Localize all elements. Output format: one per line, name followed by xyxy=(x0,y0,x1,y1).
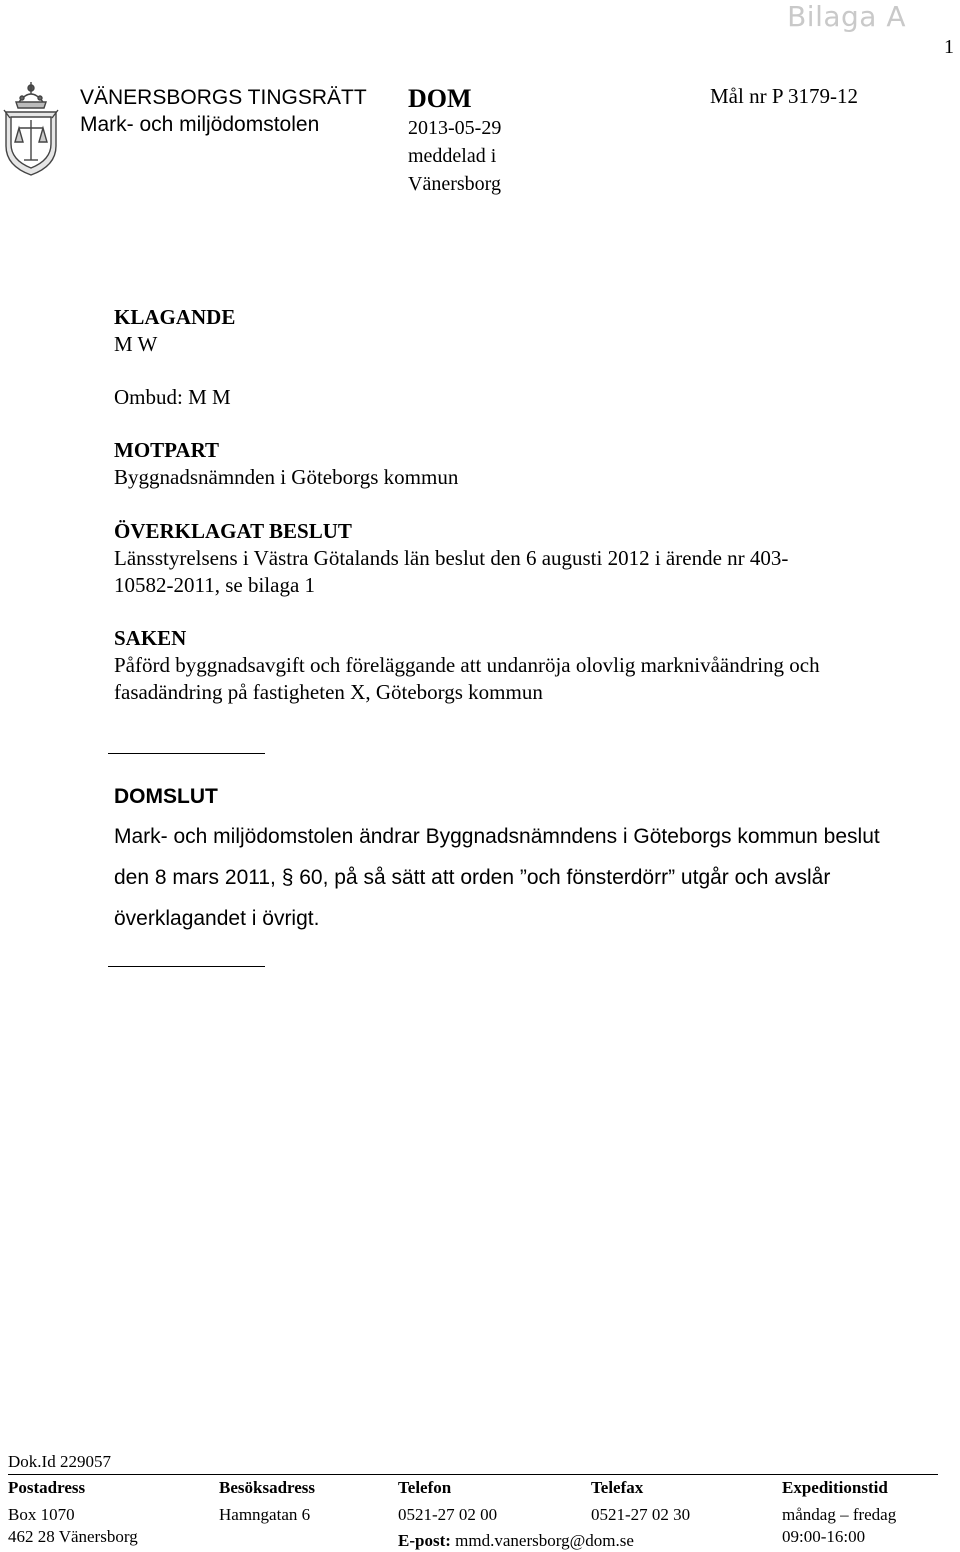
footer-expeditionstid-line-2: 09:00-16:00 xyxy=(782,1527,866,1546)
saken-label: SAKEN xyxy=(114,626,187,650)
klagande-section xyxy=(114,304,235,358)
footer-email-label: E-post: xyxy=(398,1531,451,1550)
domslut-line-3: överklagandet i övrigt. xyxy=(114,907,320,930)
court-header xyxy=(80,84,367,138)
page-number: 1 xyxy=(944,36,954,58)
footer-postadress-line-2: 462 28 Vänersborg xyxy=(8,1527,138,1546)
issued-line-2: Vänersborg xyxy=(408,173,501,195)
motpart-name: Byggnadsnämnden i Göteborgs kommun xyxy=(114,465,459,489)
klagande-name: M W xyxy=(114,332,158,356)
footer-expeditionstid-line-1: måndag – fredag xyxy=(782,1505,897,1524)
domslut-section xyxy=(114,785,904,939)
domslut-label: DOMSLUT xyxy=(114,785,218,808)
footer-telefax-line-1: 0521-27 02 30 xyxy=(591,1505,691,1524)
court-name: VÄNERSBORGS TINGSRÄTT xyxy=(80,86,367,109)
watermark-bilaga: Bilaga A xyxy=(787,0,906,33)
ombud-line: Ombud: M M xyxy=(114,385,231,409)
domslut-line-2: den 8 mars 2011, § 60, på så sätt att orden ”och fönsterdörr” utgår och avslår xyxy=(114,866,831,889)
overklagat-section xyxy=(114,518,788,599)
overklagat-line-2: 10582-2011, se bilaga 1 xyxy=(114,573,316,597)
document-date: 2013-05-29 xyxy=(408,117,502,139)
saken-line-1: Påförd byggnadsavgift och föreläggande att undanröja olovlig marknivåändring och xyxy=(114,653,820,677)
case-number: Mål nr P 3179-12 xyxy=(710,84,858,108)
court-crest-icon xyxy=(2,80,60,178)
footer-header-telefon: Telefon xyxy=(398,1478,452,1497)
overklagat-label: ÖVERKLAGAT BESLUT xyxy=(114,519,352,543)
document-header xyxy=(408,84,501,198)
footer-header-besoksadress: Besöksadress xyxy=(219,1478,316,1497)
saken-section xyxy=(114,625,820,706)
saken-line-2: fasadändring på fastigheten X, Göteborgs kommun xyxy=(114,680,543,704)
footer-divider xyxy=(8,1474,938,1475)
footer-header-telefax: Telefax xyxy=(591,1478,644,1497)
domslut-line-1: Mark- och miljödomstolen ändrar Byggnadsnämndens i Göteborgs kommun beslut xyxy=(114,825,880,848)
footer-telefon-line-1: 0521-27 02 00 xyxy=(398,1505,498,1524)
overklagat-line-1: Länsstyrelsens i Västra Götalands län beslut den 6 augusti 2012 i ärende nr 403- xyxy=(114,546,789,570)
motpart-label: MOTPART xyxy=(114,438,220,462)
footer-header-expeditionstid: Expeditionstid xyxy=(782,1478,888,1497)
separator-bottom xyxy=(108,966,265,967)
footer-email-address[interactable]: mmd.vanersborg@dom.se xyxy=(450,1531,634,1550)
separator-top xyxy=(108,753,265,754)
footer-email xyxy=(398,1531,634,1551)
footer-postadress-line-1: Box 1070 xyxy=(8,1505,75,1524)
document-id: Dok.Id 229057 xyxy=(8,1452,111,1471)
klagande-label: KLAGANDE xyxy=(114,305,236,329)
court-division: Mark- och miljödomstolen xyxy=(80,113,320,136)
issued-line-1: meddelad i xyxy=(408,145,497,167)
footer-header-postadress: Postadress xyxy=(8,1478,86,1497)
footer-besoksadress-line-1: Hamngatan 6 xyxy=(219,1505,311,1524)
document-type: DOM xyxy=(408,84,472,113)
motpart-section xyxy=(114,437,458,491)
